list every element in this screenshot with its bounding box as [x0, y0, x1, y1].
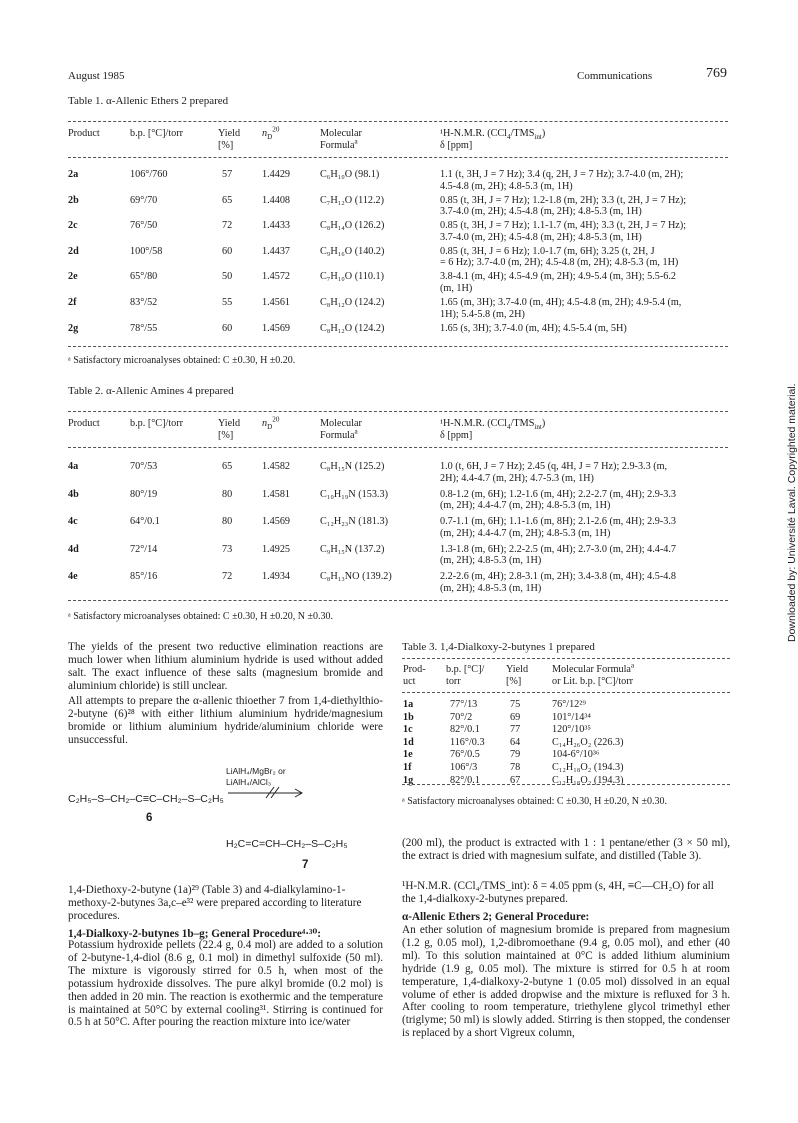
yield-cell: 65: [222, 194, 233, 206]
nmr-cell-line: 1.3-1.8 (m, 6H); 2.2-2.5 (m, 4H); 2.7-3.0 (m, 2H); 4.4-4.7: [440, 543, 676, 555]
nmr-cell-line: 1H); 5.4-5.8 (m, 2H): [440, 308, 525, 320]
refractive-index-cell: 1.4572: [262, 271, 291, 283]
table1-header-rule: [68, 157, 728, 158]
bp-cell: 77°/13: [450, 699, 478, 710]
yield-cell: 60: [222, 322, 233, 334]
bp-cell: 76°/50: [130, 220, 158, 232]
formula-cell: C₁₂H₁₈O₂ (194.3): [552, 774, 624, 786]
t3-col-yield: Yield [%]: [506, 664, 529, 687]
nmr-cell-line: = 6 Hz); 3.7-4.0 (m, 2H); 4.5-4.8 (m, 2H); 4.8-5.3 (m, 1H): [440, 257, 679, 269]
formula-cell: C₈H₁₅N (125.2): [320, 461, 385, 472]
formula-cell: C₈H₁₂O (124.2): [320, 297, 385, 308]
nmr-cell-line: (m, 2H); 4.8-5.3 (m, 1H): [440, 583, 542, 594]
product-cell: 4e: [68, 571, 78, 583]
bp-cell: 100°/58: [130, 245, 163, 257]
left-paragraph-3: 1,4-Diethoxy-2-butyne (1a)²⁹ (Table 3) and 4-dialkylamino-1-methoxy-2-butynes 3a,c–e³² were prepared according to literature procedures.: [68, 884, 362, 922]
bp-cell: 106°/3: [450, 762, 478, 773]
yield-cell: 80: [222, 488, 233, 500]
nmr-cell-line: 0.85 (t, 3H, J = 6 Hz); 1.0-1.7 (m, 6H); 3.25 (t, 2H, J: [440, 245, 655, 257]
yield-cell: 78: [510, 762, 521, 773]
yield-cell: 55: [222, 297, 233, 308]
product-cell: 2c: [68, 220, 78, 232]
yield-cell: 57: [222, 169, 233, 180]
scheme-failed-arrow: [226, 786, 306, 800]
nmr-cell-line: 2.2-2.6 (m, 4H); 2.8-3.1 (m, 2H); 3.4-3.8 (m, 4H); 4.5-4.8: [440, 571, 676, 583]
nmr-cell-line: 0.8-1.2 (m, 6H); 1.2-1.6 (m, 4H); 2.2-2.7 (m, 4H); 2.9-3.3: [440, 488, 676, 500]
yield-cell: 64: [510, 736, 521, 748]
yield-cell: 50: [222, 271, 233, 283]
right-heading-procedure: α-Allenic Ethers 2; General Procedure:: [402, 911, 590, 923]
right-paragraph-1: (200 ml), the product is extracted with 1 : 1 pentane/ether (3 × 50 ml), the extract is dried with magnesium sulfate, and distilled (Table 3).: [402, 837, 730, 862]
product-cell: 1f: [403, 762, 412, 773]
refractive-index-cell: 1.4429: [262, 169, 291, 180]
yield-cell: 60: [222, 245, 233, 257]
product-cell: 2a: [68, 169, 79, 180]
product-cell: 2b: [68, 194, 79, 206]
formula-cell: C₇H₁₀O (110.1): [320, 271, 385, 283]
right-paragraph-3: An ether solution of magnesium bromide is prepared from magnesium (1.2 g, 0.05 mol), 1,2-dibromoethane (9.4 g, 0.05 mol), and ether (40 ml). To this solution maintained at 0°C is added lithium aluminium hydride (1.9 g, 0.05 mol). The mixture is stirred for 0.5 h at room temperature, 1,4-dialkoxy-2-butyne 1 (0.05 mol) dissolved in an equal volume of ether is added dropwise and the mixture is refluxed for 3 h. After cooling to room temperature, triethylene glycol trimethyl ether (triglyme; 50 ml) is slowly added. Stirring is then stopped, the condenser is replaced by a short Vigreux column,: [402, 924, 730, 1040]
download-notice: Downloaded by: Université Laval. Copyrighted material.: [786, 383, 798, 642]
product-cell: 1b: [403, 711, 414, 723]
table2-footnote: ᵃ Satisfactory microanalyses obtained: C ±0.30, H ±0.20, N ±0.30.: [68, 611, 333, 622]
scheme-reactant: C₂H₅–S–CH₂–C≡C–CH₂–S–C₂H₅: [68, 793, 224, 805]
table3-bottom-rule: [402, 784, 730, 785]
formula-cell: C₉H₁₆O (140.2): [320, 245, 385, 257]
formula-cell: C₁₂H₁₈O₂ (194.3): [552, 762, 624, 773]
product-cell: 2e: [68, 271, 78, 283]
bp-cell: 64°/0.1: [130, 516, 160, 528]
bp-cell: 82°/0.1: [450, 724, 480, 736]
bp-cell: 83°/52: [130, 297, 158, 308]
scheme-reagent-2: LiAlH₄/AlCl₃: [226, 777, 272, 787]
bp-cell: 78°/55: [130, 322, 158, 334]
t1-col-product: Product: [68, 128, 100, 139]
t1-col-yield: Yield [%]: [218, 128, 241, 151]
formula-cell: C₈H₁₄O (126.2): [320, 220, 385, 232]
product-cell: 4c: [68, 516, 78, 528]
t3-col-formula: Molecular Formula$^a$ or Lit. b.p. [°C]/torr: [552, 661, 635, 687]
refractive-index-cell: 1.4408: [262, 194, 291, 206]
yield-cell: 73: [222, 543, 233, 555]
nmr-cell-line: (m, 1H): [440, 283, 473, 294]
yield-cell: 69: [510, 711, 521, 723]
nmr-cell-line: (m, 2H); 4.4-4.7 (m, 2H); 4.8-5.3 (m, 1H): [440, 500, 611, 512]
t1-col-nmr: ¹H-N.M.R. $(CCl_4/TMS_{int})$ δ [ppm]: [440, 128, 546, 151]
formula-cell: C₇H₁₂O (112.2): [320, 194, 385, 206]
yield-cell: 72: [222, 220, 233, 232]
t1-col-bp: b.p. [°C]/torr: [130, 128, 184, 139]
nmr-cell-line: (m, 2H); 4.8-5.3 (m, 1H): [440, 555, 542, 567]
bp-cell: 70°/2: [450, 711, 473, 723]
formula-cell: C₈H₁₃NO (139.2): [320, 571, 392, 583]
yield-cell: 77: [510, 724, 521, 736]
refractive-index-cell: 1.4433: [262, 220, 291, 232]
yield-cell: 80: [222, 516, 233, 528]
bp-cell: 80°/19: [130, 488, 158, 500]
product-cell: 1g: [403, 774, 414, 786]
formula-cell: 120°/10³⁵: [552, 724, 591, 736]
refractive-index-cell: 1.4925: [262, 543, 291, 555]
table1-top-rule: [68, 121, 728, 122]
left-paragraph-2: All attempts to prepare the α-allenic thioether 7 from 1,4-diethylthio-2-butyne (6)²⁸ with either lithium aluminium hydride/magnesium bromide or lithium aluminium hydride/aluminium chloride were unsuccessful.: [68, 695, 383, 746]
table1-footnote: ᵃ Satisfactory microanalyses obtained: C ±0.30, H ±0.20.: [68, 355, 296, 366]
refractive-index-cell: 1.4569: [262, 516, 291, 528]
formula-cell: 101°/14³⁴: [552, 711, 591, 723]
nmr-cell-line: 1.65 (m, 3H); 3.7-4.0 (m, 4H); 4.5-4.8 (m, 2H); 4.9-5.4 (m,: [440, 297, 682, 308]
formula-cell: C₈H₁₂O (124.2): [320, 322, 385, 334]
product-cell: 4a: [68, 461, 79, 472]
refractive-index-cell: 1.4934: [262, 571, 291, 583]
formula-cell: C₁₀H₁₉N (153.3): [320, 488, 388, 500]
table1-title: Table 1. α-Allenic Ethers 2 prepared: [68, 95, 229, 107]
t2-col-nmr: ¹H-N.M.R. $(CCl_4/TMS_{int})$ δ [ppm]: [440, 418, 546, 441]
yield-cell: 79: [510, 749, 521, 761]
yield-cell: 67: [510, 774, 521, 786]
bp-cell: 72°/14: [130, 543, 158, 555]
product-cell: 1e: [403, 749, 413, 761]
scheme-label-6: 6: [146, 812, 153, 824]
table3-footnote: ᵃ Satisfactory microanalyses obtained: C ±0.30, H ±0.20, N ±0.30.: [402, 796, 667, 807]
yield-cell: 65: [222, 461, 233, 472]
table2-header-rule: [68, 447, 728, 448]
nmr-cell-line: 2H); 4.4-4.7 (m, 2H); 4.7-5.3 (m, 1H): [440, 472, 594, 484]
nmr-cell-line: 4.5-4.8 (m, 2H); 4.8-5.3 (m, 1H): [440, 180, 573, 192]
yield-cell: 75: [510, 699, 521, 710]
page-number: 769: [706, 66, 727, 81]
nmr-cell-line: (m, 2H); 4.4-4.7 (m, 2H); 4.8-5.3 (m, 1H): [440, 527, 611, 539]
nmr-cell-line: 3.7-4.0 (m, 2H); 4.5-4.8 (m, 2H); 4.8-5.3 (m, 1H): [440, 206, 642, 218]
nmr-cell-line: 3.8-4.1 (m, 4H); 4.5-4.9 (m, 2H); 4.9-5.4 (m, 3H); 5.5-6.2: [440, 271, 676, 283]
nmr-cell-line: 0.7-1.1 (m, 6H); 1.1-1.6 (m, 8H); 2.1-2.6 (m, 4H); 2.9-3.3: [440, 516, 676, 528]
bp-cell: 82°/0.1: [450, 774, 480, 786]
left-heading-procedure: 1,4-Dialkoxy-2-butynes 1b–g; General Procedure⁴·³⁰:: [68, 928, 321, 940]
running-header-date: August 1985: [68, 70, 125, 82]
nmr-cell-line: 1.0 (t, 6H, J = 7 Hz); 2.45 (q, 4H, J = 7 Hz); 2.9-3.3 (m,: [440, 461, 668, 472]
bp-cell: 106°/760: [130, 169, 168, 180]
product-cell: 1c: [403, 724, 413, 736]
t2-col-bp: b.p. [°C]/torr: [130, 418, 184, 429]
left-paragraph-1: The yields of the present two reductive elimination reactions are much lower when lithium aluminium hydride is used without added salt. The exact influence of these salts (magnesium bromide and aluminium chloride) is still unclear.: [68, 641, 383, 692]
t2-col-formula: Molecular Formula$^a$: [320, 418, 362, 441]
product-cell: 1a: [403, 699, 414, 710]
formula-cell: C₉H₁₅N (137.2): [320, 543, 385, 555]
nmr-cell-line: 0.85 (t, 3H, J = 7 Hz); 1.1-1.7 (m, 4H); 3.3 (t, 2H, J = 7 Hz);: [440, 220, 687, 232]
bp-cell: 70°/53: [130, 461, 158, 472]
scheme-product: H₂C=C=CH–CH₂–S–C₂H₅: [226, 838, 348, 850]
refractive-index-cell: 1.4569: [262, 322, 291, 334]
t3-col-bp: b.p. [°C]/ torr: [446, 664, 485, 687]
t2-col-product: Product: [68, 418, 100, 429]
table3-top-rule: [402, 658, 730, 659]
bp-cell: 65°/80: [130, 271, 158, 283]
refractive-index-cell: 1.4582: [262, 461, 291, 472]
refractive-index-cell: 1.4581: [262, 488, 291, 500]
bp-cell: 69°/70: [130, 194, 158, 206]
t2-col-nd: $n_D^{20}$: [262, 415, 280, 432]
running-header-section: Communications: [577, 70, 653, 82]
right-paragraph-2: ¹H-N.M.R. (CCl₄/TMS_int): δ = 4.05 ppm (s, 4H, ≡C—CH₂O) for all the 1,4-dialkoxy-2-butynes prepared.: [402, 880, 714, 905]
formula-cell: C₁₂H₂₃N (181.3): [320, 516, 388, 528]
formula-cell: C₆H₁₀O (98.1): [320, 169, 380, 180]
table2-top-rule: [68, 411, 728, 412]
bp-cell: 76°/0.5: [450, 749, 480, 761]
bp-cell: 116°/0.3: [450, 736, 485, 748]
table3-title: Table 3. 1,4-Dialkoxy-2-butynes 1 prepared: [402, 641, 595, 653]
formula-cell: 76°/12²⁹: [552, 699, 586, 710]
formula-cell: 104-6°/10³⁶: [552, 749, 600, 761]
t2-col-yield: Yield [%]: [218, 418, 241, 441]
table1-bottom-rule: [68, 346, 728, 347]
yield-cell: 72: [222, 571, 233, 583]
t3-col-product: Prod- uct: [403, 664, 426, 687]
product-cell: 2f: [68, 297, 77, 308]
product-cell: 4d: [68, 543, 79, 555]
nmr-cell-line: 3.7-4.0 (m, 2H); 4.5-4.8 (m, 2H); 4.8-5.3 (m, 1H): [440, 231, 642, 243]
refractive-index-cell: 1.4437: [262, 245, 291, 257]
nmr-cell-line: 0.85 (t, 3H, J = 7 Hz); 1.2-1.8 (m, 2H); 3.3 (t, 2H, J = 7 Hz);: [440, 194, 687, 206]
left-paragraph-4: Potassium hydroxide pellets (22.4 g, 0.4 mol) are added to a solution of 2-butyne-1,4-diol (8.6 g, 0.1 mol) in dimethyl sulfoxide (50 ml). The mixture is vigorously stirred for 0.5 h, when most of the potassium hydroxide dissolves. The pure alkyl bromide (0.2 mol) is then added in 20 min. The reaction is exothermic and the temperature is maintained at 50°C by external cooling³¹. Stirring is continued for 0.5 h at 50°C. After pouring the reaction mixture into ice/water: [68, 939, 383, 1029]
t1-col-formula: Molecular Formula$^a$: [320, 128, 362, 151]
product-cell: 2d: [68, 245, 79, 257]
table3-header-rule: [402, 692, 730, 693]
product-cell: 4b: [68, 488, 79, 500]
formula-cell: C₁₄H₂₆O₂ (226.3): [552, 736, 624, 748]
refractive-index-cell: 1.4561: [262, 297, 291, 308]
scheme-label-7: 7: [302, 859, 309, 871]
table2-bottom-rule: [68, 600, 728, 601]
product-cell: 1d: [403, 736, 414, 748]
t1-col-nd: $n_D^{20}$: [262, 125, 280, 142]
table2-title: Table 2. α-Allenic Amines 4 prepared: [68, 385, 234, 397]
product-cell: 2g: [68, 322, 79, 334]
bp-cell: 85°/16: [130, 571, 158, 583]
nmr-cell-line: 1.1 (t, 3H, J = 7 Hz); 3.4 (q, 2H, J = 7 Hz); 3.7-4.0 (m, 2H);: [440, 169, 684, 180]
scheme-reagent-1: LiAlH₄/MgBr₂ or: [226, 766, 286, 776]
nmr-cell-line: 1.65 (s, 3H); 3.7-4.0 (m, 4H); 4.5-5.4 (m, 5H): [440, 322, 627, 334]
